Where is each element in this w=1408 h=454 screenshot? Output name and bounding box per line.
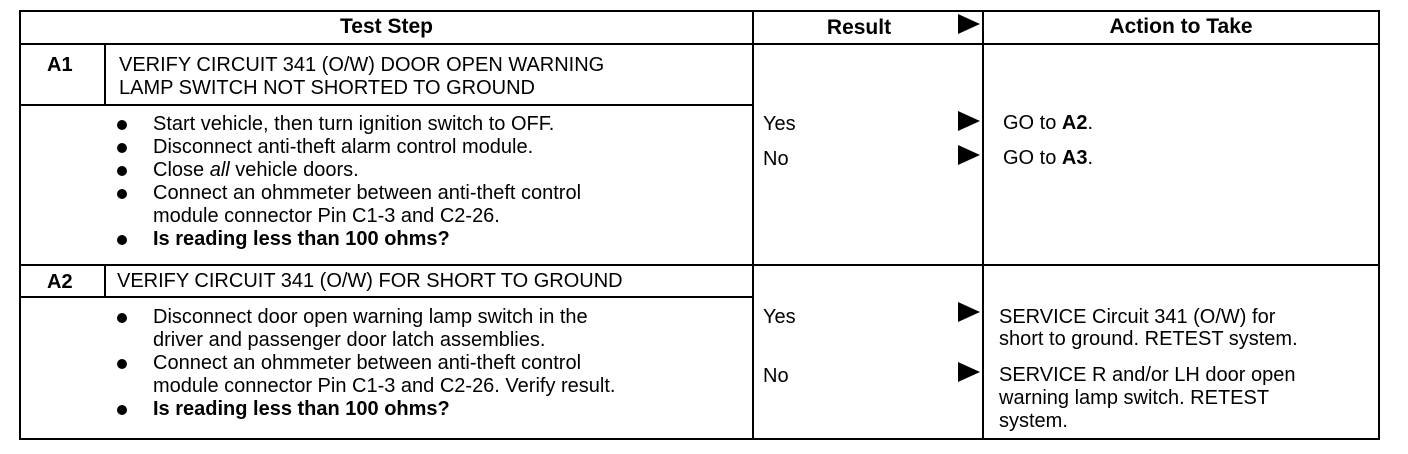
action-a1-no: GO to A3. [1003, 147, 1094, 169]
arrow-icon [958, 362, 980, 382]
list-item: Disconnect anti-theft alarm control module. [115, 136, 581, 159]
step-title-a1-line1: VERIFY CIRCUIT 341 (O/W) DOOR OPEN WARNING [119, 54, 605, 76]
bullet-icon [117, 143, 127, 153]
header-divider [21, 43, 1378, 45]
bullet-icon [117, 189, 127, 199]
action-a2-yes-line2: short to ground. RETEST system. [999, 328, 1298, 350]
list-item: Is reading less than 100 ohms? [115, 228, 581, 251]
a2-title-divider [21, 296, 752, 298]
header-result: Result [826, 16, 892, 39]
result-a2-no: No [763, 365, 789, 387]
arrow-icon [958, 111, 980, 131]
result-a1-yes: Yes [763, 113, 796, 135]
bullet-icon [117, 120, 127, 130]
action-a1-yes: GO to A2. [1003, 112, 1094, 134]
step-id-a1: A1 [47, 54, 73, 76]
list-item: Start vehicle, then turn ignition switch to OFF. [115, 113, 581, 136]
step-title-a2: VERIFY CIRCUIT 341 (O/W) FOR SHORT TO GROUND [117, 270, 623, 292]
list-item: Close all vehicle doors. [115, 159, 581, 182]
action-a2-no-line3: system. [999, 410, 1068, 432]
result-a1-no: No [763, 148, 789, 170]
step-a2-instructions [115, 306, 615, 421]
a1-title-divider [21, 104, 752, 106]
bullet-icon [117, 313, 127, 323]
action-a2-no-line1: SERVICE R and/or LH door open [999, 364, 1296, 386]
arrow-icon [958, 145, 980, 165]
list-item: Disconnect door open warning lamp switch in the driver and passenger door latch assemblies. [115, 306, 615, 352]
bullet-icon [117, 359, 127, 369]
result-column-divider [752, 12, 754, 438]
a1-a2-divider [21, 264, 1378, 266]
action-a2-no-line2: warning lamp switch. RETEST [999, 387, 1270, 409]
step-title-a1-line2: LAMP SWITCH NOT SHORTED TO GROUND [119, 77, 535, 99]
a1-id-divider [104, 45, 106, 105]
bullet-icon [117, 166, 127, 176]
result-a2-yes: Yes [763, 306, 796, 328]
action-column-divider [982, 12, 984, 438]
diagnostic-table [19, 10, 1380, 440]
header-test-step: Test Step [340, 15, 433, 38]
list-item: Connect an ohmmeter between anti-theft control module connector Pin C1-3 and C2-26. [115, 182, 581, 228]
a2-id-divider [104, 266, 106, 297]
action-a2-yes-line1: SERVICE Circuit 341 (O/W) for [999, 306, 1276, 328]
step-a1-instructions [115, 113, 581, 251]
header-action: Action to Take [1109, 15, 1253, 38]
bullet-icon [117, 235, 127, 245]
list-item: Is reading less than 100 ohms? [115, 398, 615, 421]
arrow-icon [958, 302, 980, 322]
step-id-a2: A2 [47, 271, 73, 293]
list-item: Connect an ohmmeter between anti-theft control module connector Pin C1-3 and C2-26. Verify result. [115, 352, 615, 398]
bullet-icon [117, 405, 127, 415]
header-arrow-icon [958, 14, 980, 34]
